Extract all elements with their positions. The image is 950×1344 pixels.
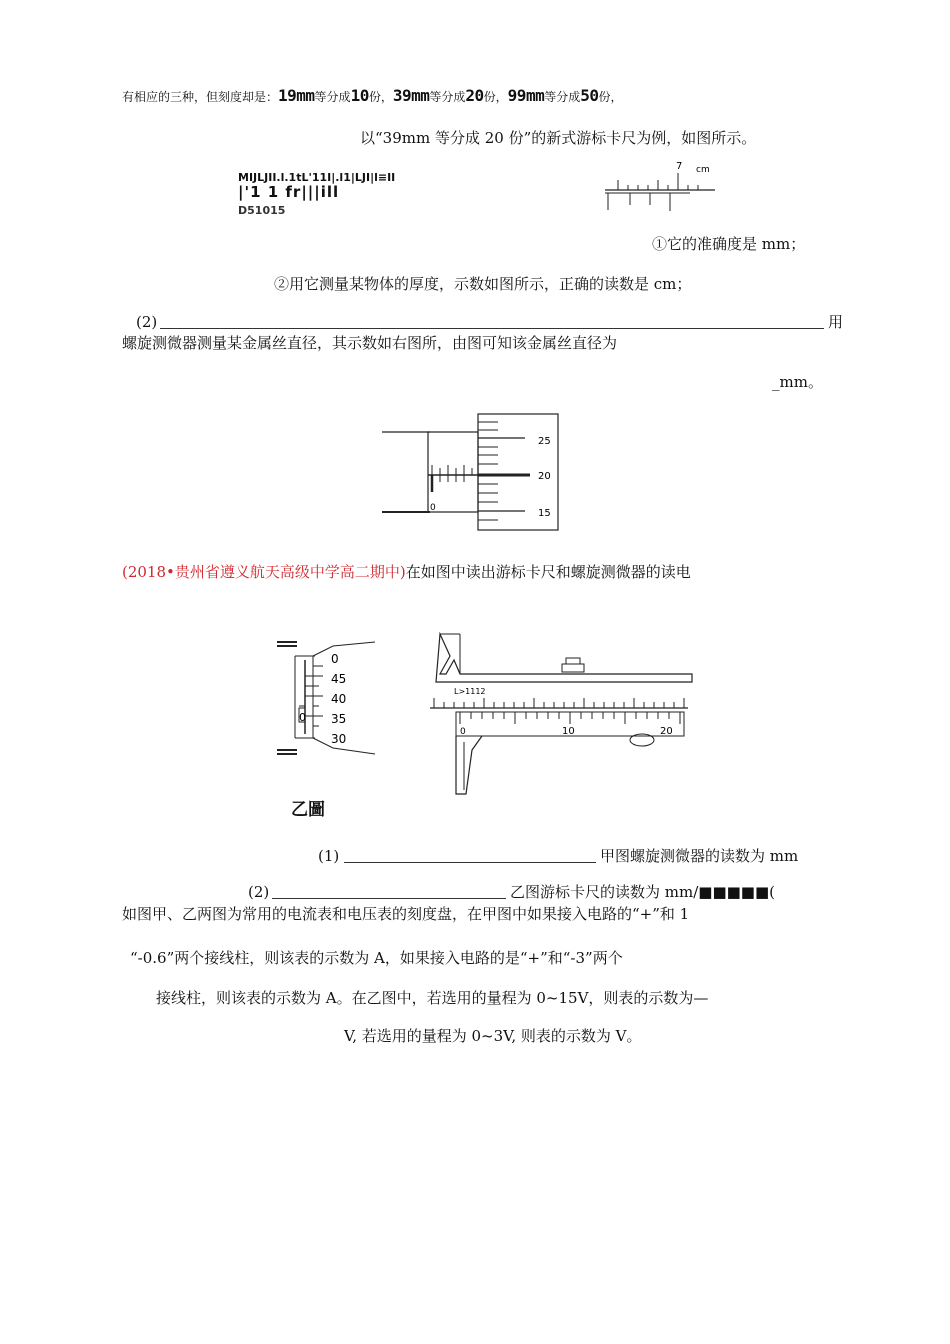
fig3-label-45: 45 (331, 672, 347, 686)
fig4-tick-20: 20 (660, 726, 673, 737)
fig2-label-15: 15 (538, 508, 551, 519)
q3-source: (2018•贵州省遵义航天高级中学高二期中) (122, 563, 406, 581)
fig1-garbled-2: |'1 1 fr|||ill (238, 183, 340, 201)
q4-part-1-blank (344, 862, 596, 863)
vernier-caliper-diagram (420, 630, 695, 802)
vernier-scale-diagram (600, 155, 720, 215)
fig1-scale-label: 7 (676, 161, 683, 172)
intro-value: 20 (465, 86, 484, 105)
q4-part-1-number: (1) (318, 847, 340, 865)
intro-text: 等分成 (429, 90, 466, 104)
q1-part-2: ②用它测量某物体的厚度，示数如图所示，正确的读数是 cm； (274, 275, 692, 293)
intro-value: 19mm (278, 86, 315, 105)
q4-part-2-number: (2) (248, 883, 270, 901)
q4-line-5: 接线柱，则该表的示数为 A。在乙图中，若选用的量程为 0~15V，则表的示数为— (156, 989, 709, 1007)
q4-part-1-text: 甲图螺旋测微器的读数为 mm (600, 847, 799, 865)
q4-part-2-blank (272, 898, 506, 899)
fig4-tick-10: 10 (562, 726, 575, 737)
q4-line-3: 如图甲、乙两图为常用的电流表和电压表的刻度盘，在甲图中如果接入电路的“+”和 1 (122, 905, 690, 923)
intro-line-2: 以“39mm 等分成 20 份”的新式游标卡尺为例，如图所示。 (360, 129, 757, 147)
q2-tail: 用 (828, 313, 844, 331)
intro-line-1 (122, 86, 623, 107)
intro-value: 10 (350, 86, 369, 105)
q1-part-1: ①它的准确度是 mm； (652, 235, 806, 253)
fig1-garbled-1: MIJLJII.l.1tL'11I|.l1|LJI|l≡II (238, 171, 396, 184)
fig3-label-35: 35 (331, 712, 347, 726)
fig3-zero: 0 (299, 711, 306, 724)
q2-line-3: _mm。 (772, 373, 823, 391)
fig3-label-0: 0 (331, 652, 339, 666)
q2-answer-blank (160, 328, 824, 329)
q3-line (122, 562, 691, 582)
q4-line-6: V, 若选用的量程为 0~3V, 则表的示数为 V。 (344, 1027, 642, 1045)
fig1-garbled-3: D51015 (238, 204, 286, 217)
fig2-label-20: 20 (538, 471, 551, 482)
intro-value: 50 (580, 86, 599, 105)
intro-text: 份， (483, 90, 508, 104)
q2-number: (2) (136, 313, 158, 331)
micrometer-diagram-1 (380, 410, 565, 535)
fig3-caption: 乙圖 (291, 800, 325, 820)
micrometer-diagram-2 (275, 636, 385, 766)
q2-line-2: 螺旋测微器测量某金属丝直径，其示数如右图所，由图可知该金属丝直径为 (122, 334, 618, 352)
intro-text: 有相应的三种，但刻度却是： (122, 90, 279, 104)
q4-part-2-text: 乙图游标卡尺的读数为 mm/■■■■■( (510, 883, 775, 901)
fig4-scale-text: L>1112 (454, 687, 486, 696)
intro-text: 份， (368, 90, 393, 104)
fig2-label-25: 25 (538, 436, 551, 447)
intro-text: 等分成 (544, 90, 581, 104)
fig2-zero: 0 (430, 503, 436, 513)
intro-text: 等分成 (314, 90, 351, 104)
fig3-label-30: 30 (331, 732, 347, 746)
intro-text: 份， (598, 90, 623, 104)
fig3-label-40: 40 (331, 692, 347, 706)
intro-value: 39mm (392, 86, 430, 105)
q4-line-4: “-0.6”两个接线柱，则该表的示数为 A，如果接入电路的是“+”和“-3”两个 (130, 949, 623, 967)
q3-text: 在如图中读出游标卡尺和螺旋测微器的读电 (405, 563, 691, 581)
fig4-tick-0: 0 (460, 727, 466, 737)
intro-value: 99mm (507, 86, 545, 105)
fig1-unit: cm (696, 165, 710, 175)
